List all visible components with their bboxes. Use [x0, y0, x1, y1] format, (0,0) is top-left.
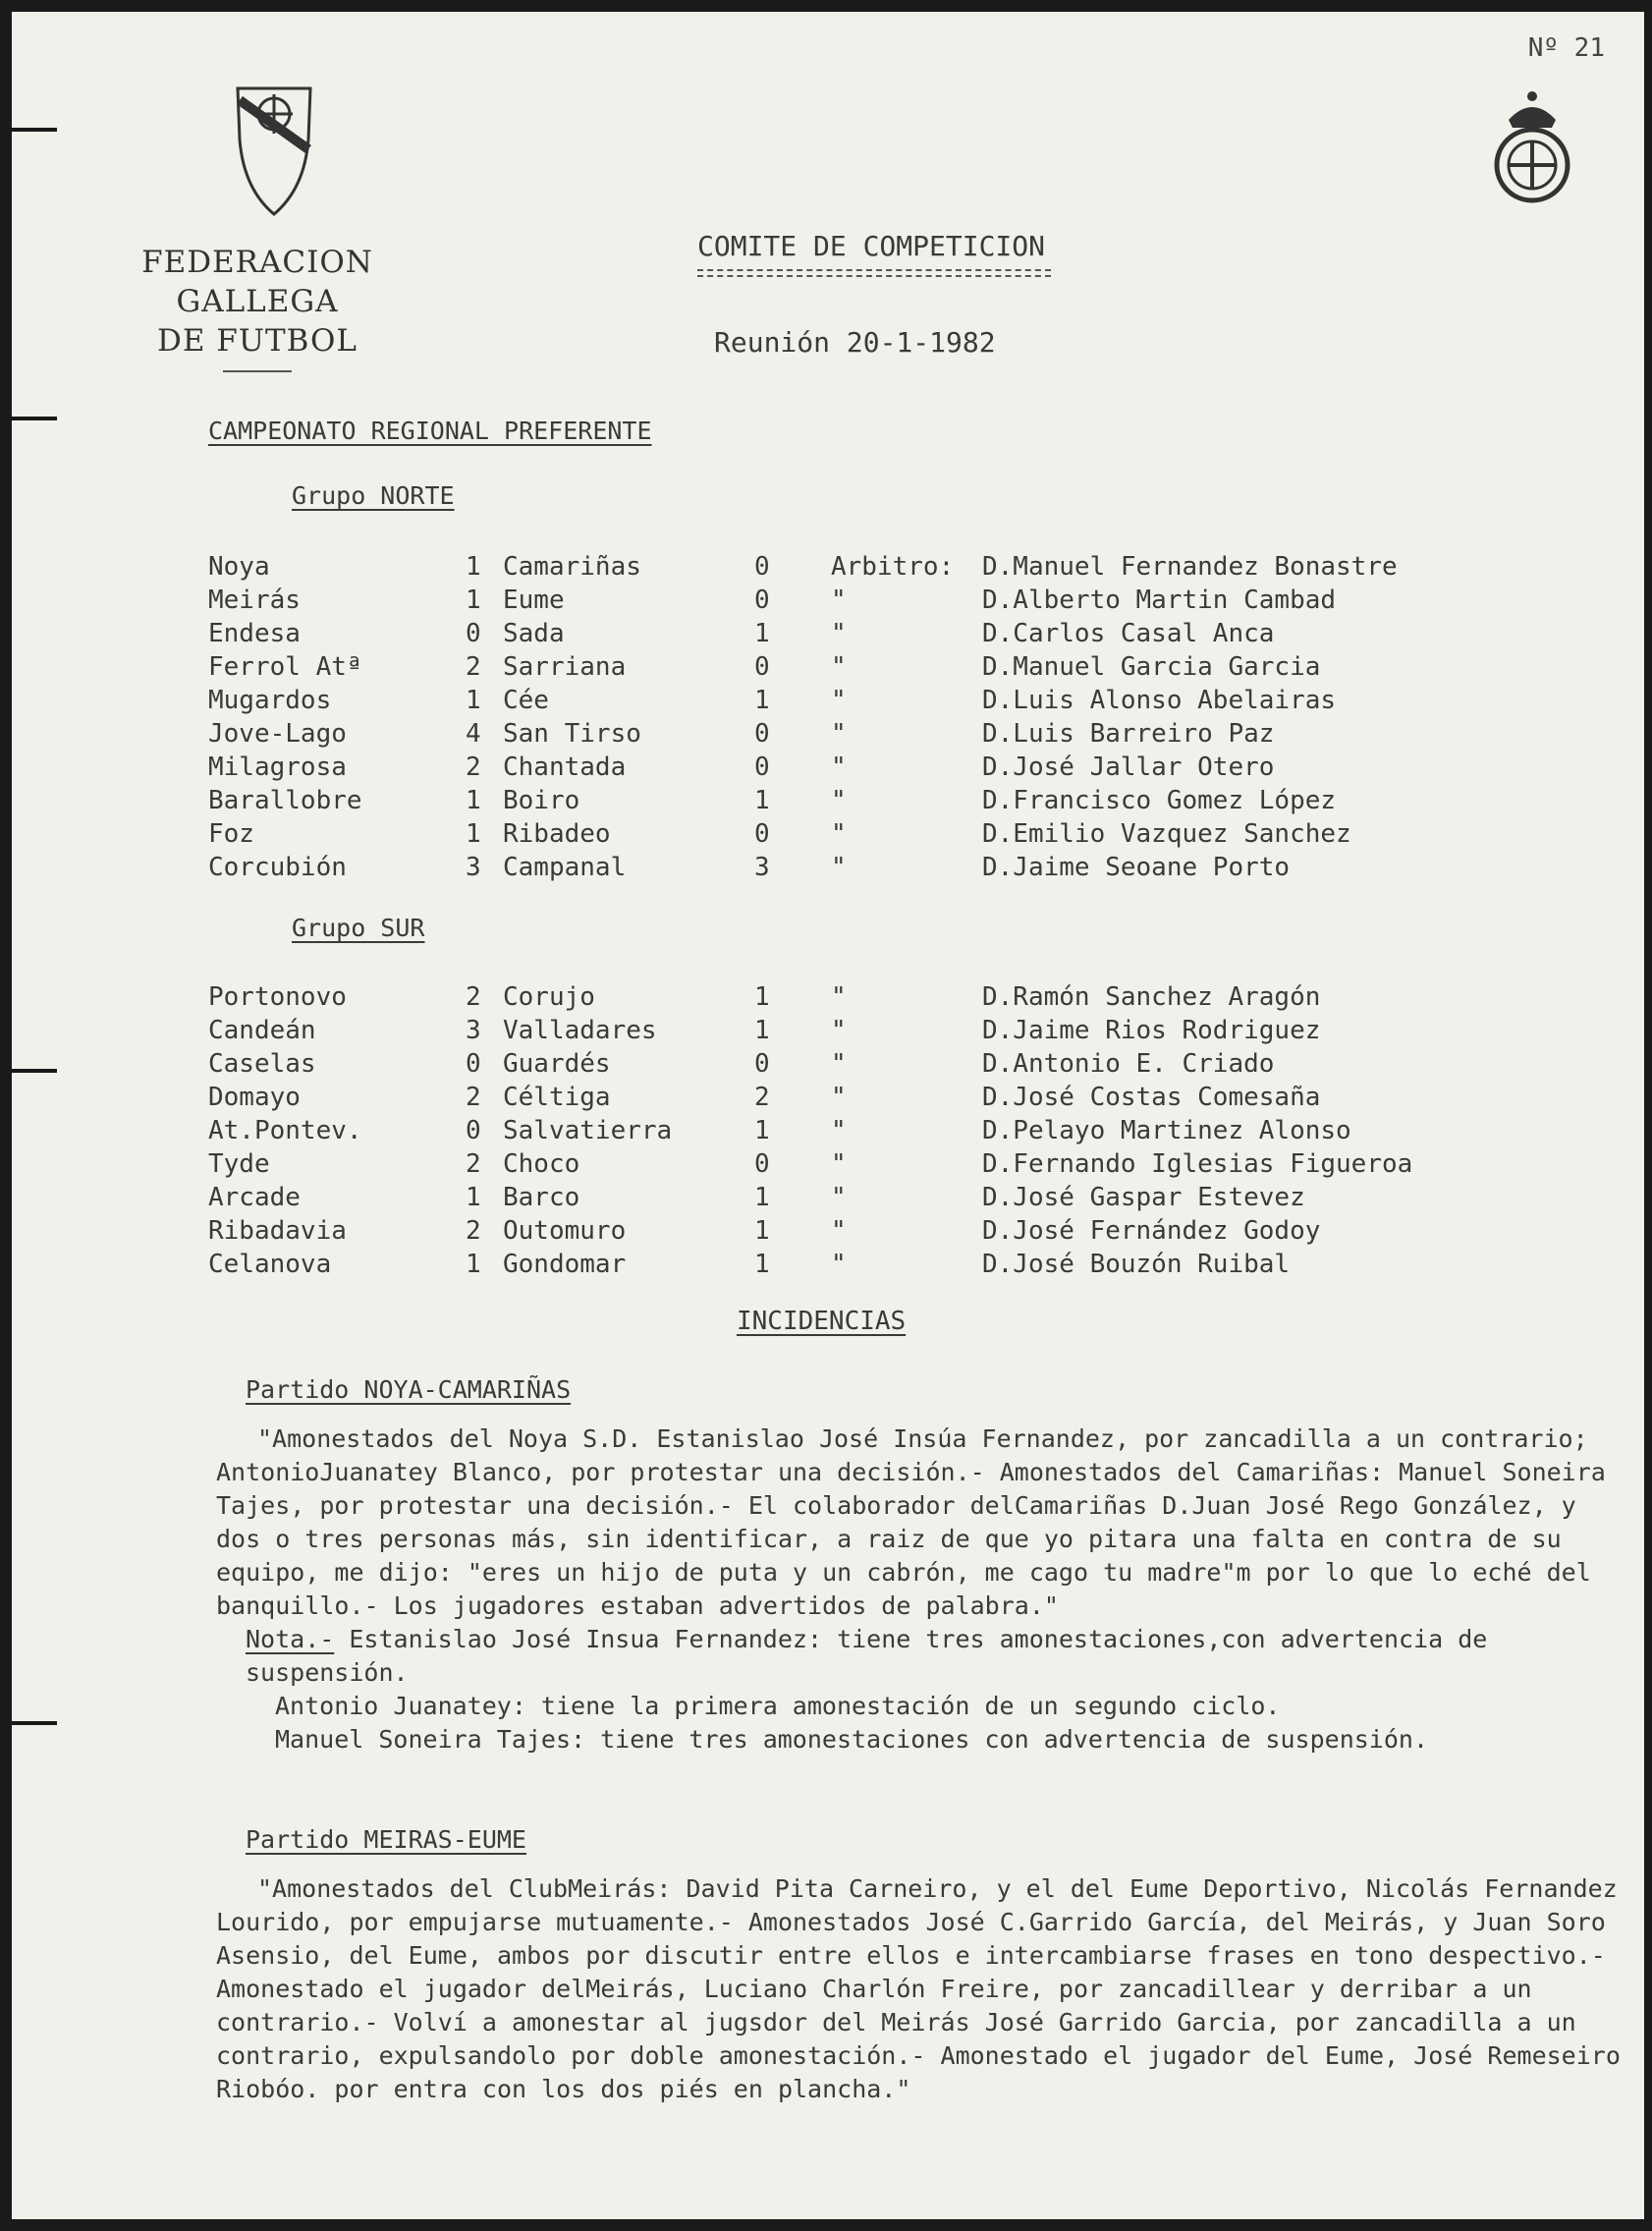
away-team: Guardés: [503, 1049, 611, 1079]
home-team: Portonovo: [208, 982, 347, 1012]
referee-name: D.Emilio Vazquez Sanchez: [982, 819, 1351, 849]
away-team: Campanal: [503, 853, 627, 882]
away-team: San Tirso: [503, 719, 641, 749]
away-goals: 1: [754, 1250, 770, 1279]
home-team: Tyde: [208, 1149, 270, 1179]
away-goals: 0: [754, 753, 770, 782]
championship-heading: CAMPEONATO REGIONAL PREFERENTE: [208, 417, 652, 445]
home-goals: 2: [466, 1149, 481, 1179]
home-team: Caselas: [208, 1049, 316, 1079]
away-team: Camariñas: [503, 552, 641, 582]
home-goals: 0: [466, 1116, 481, 1145]
federation-line1: FEDERACION GALLEGA: [141, 245, 373, 319]
note-text: Estanislao José Insua Fernandez: tiene tres amonestaciones,con advertencia de suspensión.: [246, 1625, 1488, 1687]
away-goals: 1: [754, 786, 770, 815]
group-sur-heading: Grupo SUR: [292, 914, 425, 942]
home-team: Milagrosa: [208, 753, 347, 782]
away-team: Corujo: [503, 982, 595, 1012]
referee-label: ": [831, 719, 847, 749]
home-goals: 1: [466, 586, 481, 615]
referee-label: ": [831, 853, 847, 882]
home-team: Celanova: [208, 1250, 332, 1279]
home-goals: 1: [466, 686, 481, 715]
home-goals: 1: [466, 552, 481, 582]
home-team: Endesa: [208, 619, 301, 648]
royal-crown-crest-icon: [1491, 88, 1573, 204]
note-label: Nota.-: [246, 1625, 335, 1653]
away-goals: 1: [754, 686, 770, 715]
away-goals: 1: [754, 1183, 770, 1212]
home-goals: 2: [466, 753, 481, 782]
home-goals: 0: [466, 1049, 481, 1079]
referee-label: ": [831, 686, 847, 715]
referee-label: ": [831, 1250, 847, 1279]
away-goals: 1: [754, 619, 770, 648]
referee-label: Arbitro:: [831, 552, 955, 582]
away-team: Valladares: [503, 1016, 657, 1045]
home-goals: 0: [466, 619, 481, 648]
home-team: Jove-Lago: [208, 719, 347, 749]
incident-noya-camarinas: [216, 1373, 1630, 1757]
federation-shield-icon: [230, 81, 318, 218]
binder-hole: [12, 417, 57, 420]
referee-name: D.Luis Barreiro Paz: [982, 719, 1275, 749]
referee-name: D.José Gaspar Estevez: [982, 1183, 1305, 1212]
referee-label: ": [831, 982, 847, 1012]
away-goals: 0: [754, 552, 770, 582]
home-goals: 1: [466, 1183, 481, 1212]
home-goals: 2: [466, 1216, 481, 1246]
referee-name: D.Jaime Rios Rodriguez: [982, 1016, 1321, 1045]
referee-name: D.José Jallar Otero: [982, 753, 1275, 782]
away-goals: 2: [754, 1083, 770, 1112]
referee-label: ": [831, 753, 847, 782]
home-goals: 4: [466, 719, 481, 749]
federation-name: [71, 243, 444, 372]
referee-label: ": [831, 819, 847, 849]
binder-hole: [12, 1069, 57, 1073]
referee-name: D.Jaime Seoane Porto: [982, 853, 1291, 882]
referee-label: ": [831, 652, 847, 682]
home-team: Domayo: [208, 1083, 301, 1112]
referee-name: D.José Fernández Godoy: [982, 1216, 1321, 1246]
referee-label: ": [831, 1049, 847, 1079]
referee-name: D.Manuel Garcia Garcia: [982, 652, 1321, 682]
referee-label: ": [831, 1216, 847, 1246]
away-team: Sarriana: [503, 652, 627, 682]
away-team: Sada: [503, 619, 565, 648]
incident-text: "Amonestados del Noya S.D. Estanislao José Insúa Fernandez, por zancadilla a un contrario; AntonioJuanatey Blanco, por protestar una decisión.- Amonestados del Camariñas: Manuel Soneira Tajes, por protestar una decisión.- El colaborador delCamariñas D.Juan José Rego González, y dos o tres personas más, sin identificar, a raiz de que yo pitara una falta en contra de su equipo, me dijo: "eres un hijo de puta y un cabrón, me cago tu madre"m por lo que lo eché del banquillo.- Los jugadores estaban advertidos de palabra.": [216, 1424, 1606, 1620]
referee-label: ": [831, 619, 847, 648]
referee-label: ": [831, 1083, 847, 1112]
incident-meiras-eume: [216, 1823, 1630, 2106]
referee-name: D.Fernando Iglesias Figueroa: [982, 1149, 1413, 1179]
home-goals: 1: [466, 819, 481, 849]
away-goals: 1: [754, 1116, 770, 1145]
referee-name: D.José Bouzón Ruibal: [982, 1250, 1291, 1279]
referee-name: D.Ramón Sanchez Aragón: [982, 982, 1321, 1012]
away-goals: 0: [754, 1049, 770, 1079]
note-line: Antonio Juanatey: tiene la primera amonestación de un segundo ciclo.: [275, 1692, 1281, 1720]
note-line: Manuel Soneira Tajes: tiene tres amonestaciones con advertencia de suspensión.: [275, 1725, 1428, 1754]
home-team: Barallobre: [208, 786, 362, 815]
title-double-rule: [697, 275, 1051, 277]
home-team: Mugardos: [208, 686, 332, 715]
away-team: Barco: [503, 1183, 580, 1212]
away-team: Choco: [503, 1149, 580, 1179]
away-goals: 3: [754, 853, 770, 882]
away-goals: 0: [754, 719, 770, 749]
binder-hole: [12, 128, 57, 132]
referee-name: D.Francisco Gomez López: [982, 786, 1337, 815]
referee-name: D.Luis Alonso Abelairas: [982, 686, 1337, 715]
away-team: Chantada: [503, 753, 627, 782]
referee-label: ": [831, 1116, 847, 1145]
binder-hole: [12, 1721, 57, 1725]
away-goals: 1: [754, 1016, 770, 1045]
home-team: Foz: [208, 819, 254, 849]
away-goals: 1: [754, 1216, 770, 1246]
away-team: Ribadeo: [503, 819, 611, 849]
federation-rule: [223, 370, 292, 372]
home-team: Candeán: [208, 1016, 316, 1045]
incident-note: [216, 1623, 1630, 1690]
home-goals: 3: [466, 853, 481, 882]
home-team: Meirás: [208, 586, 301, 615]
away-goals: 0: [754, 652, 770, 682]
incident-heading: Partido MEIRAS-EUME: [246, 1825, 526, 1854]
away-goals: 0: [754, 1149, 770, 1179]
referee-name: D.Carlos Casal Anca: [982, 619, 1275, 648]
federation-line2: DE FUTBOL: [156, 323, 358, 359]
away-goals: 0: [754, 819, 770, 849]
referee-label: ": [831, 1183, 847, 1212]
away-team: Céltiga: [503, 1083, 611, 1112]
incident-text: "Amonestados del ClubMeirás: David Pita Carneiro, y el del Eume Deportivo, Nicolás Fernandez Lourido, por empujarse mutuamente.- Amonestados José C.Garrido García, del Meirás, y Juan Soro Asensio, del Eume, ambos por discutir entre ellos e intercambiarse frases en tono despectivo.- Amonestado el jugador delMeirás, Luciano Charlón Freire, por zancadillear y derribar a un contrario.- Volví a amonestar al jugsdor del Meirás José Garrido Garcia, por zancadilla a un contrario, expulsandolo por doble amonestación.- Amonestado el jugador del Eume, José Remeseiro Riobóo. por entra con los dos piés en plancha.": [216, 1874, 1621, 2103]
referee-label: ": [831, 1149, 847, 1179]
referee-name: D.Alberto Martin Cambad: [982, 586, 1337, 615]
referee-label: ": [831, 586, 847, 615]
document-number: Nº 21: [1527, 33, 1605, 63]
home-goals: 1: [466, 1250, 481, 1279]
home-team: Noya: [208, 552, 270, 582]
away-team: Outomuro: [503, 1216, 627, 1246]
home-goals: 2: [466, 1083, 481, 1112]
home-team: Corcubión: [208, 853, 347, 882]
home-team: At.Pontev.: [208, 1116, 362, 1145]
away-team: Salvatierra: [503, 1116, 673, 1145]
away-team: Gondomar: [503, 1250, 627, 1279]
away-goals: 1: [754, 982, 770, 1012]
referee-name: D.Pelayo Martinez Alonso: [982, 1116, 1351, 1145]
home-team: Ferrol Atª: [208, 652, 362, 682]
referee-label: ": [831, 1016, 847, 1045]
away-team: Boiro: [503, 786, 580, 815]
referee-name: D.Manuel Fernandez Bonastre: [982, 552, 1398, 582]
group-norte-heading: Grupo NORTE: [292, 481, 455, 510]
away-team: Eume: [503, 586, 565, 615]
referee-name: D.Antonio E. Criado: [982, 1049, 1275, 1079]
away-team: Cée: [503, 686, 549, 715]
document-page: [12, 12, 1644, 2219]
referee-label: ": [831, 786, 847, 815]
home-team: Arcade: [208, 1183, 301, 1212]
home-goals: 3: [466, 1016, 481, 1045]
incident-heading: Partido NOYA-CAMARIÑAS: [246, 1375, 572, 1404]
away-goals: 0: [754, 586, 770, 615]
home-goals: 2: [466, 982, 481, 1012]
committee-title: COMITE DE COMPETICION: [697, 230, 1046, 262]
home-goals: 1: [466, 786, 481, 815]
incidencias-heading: INCIDENCIAS: [737, 1307, 907, 1336]
home-goals: 2: [466, 652, 481, 682]
title-double-rule: [697, 269, 1051, 271]
meeting-date: Reunión 20-1-1982: [714, 326, 996, 359]
referee-name: D.José Costas Comesaña: [982, 1083, 1321, 1112]
home-team: Ribadavia: [208, 1216, 347, 1246]
